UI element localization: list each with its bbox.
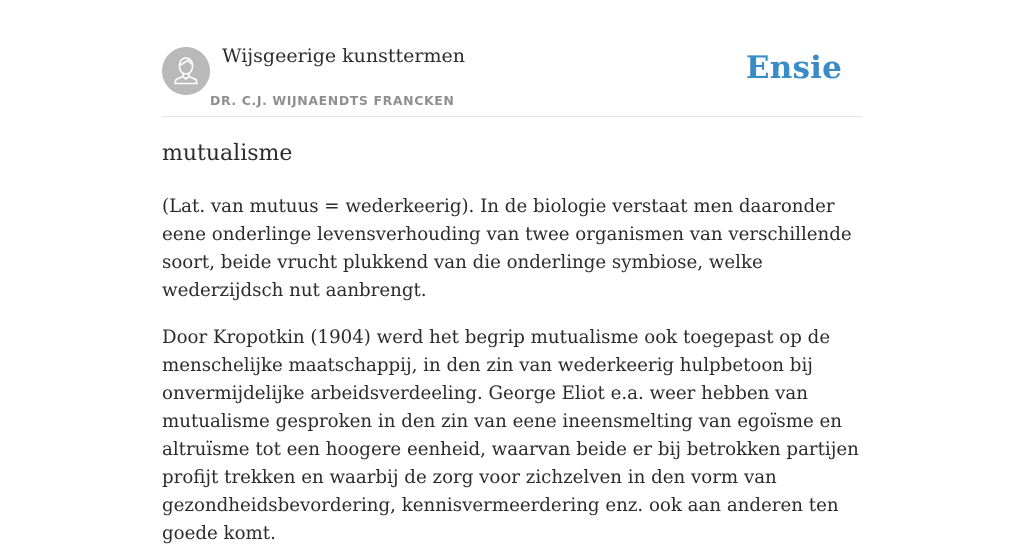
ensie-logo[interactable]: Ensie — [745, 50, 842, 86]
book-title[interactable]: Wijsgeerige kunsttermen — [222, 45, 466, 67]
entry-paragraph-2: Door Kropotkin (1904) werd het begrip mutualisme ook toegepast op de menschelijke maatschappij, in den zin van wederkeerig hulpbetoon bij onvermijdelijke arbeidsverdeeling. George Eliot e.a. weer hebben van mutualisme gesproken in den zin van eene ineensmelting van egoïsme en altruïsme tot een hoogere eenheid, waarvan beide er bij betrokken partijen profijt trekken en waarbij de zorg voor zichzelven in den vorm van gezondheidsbevordering, kennisvermeerdering enz. ook aan anderen ten goede komt. — [162, 327, 859, 544]
entry-content — [162, 138, 867, 548]
entry-title: mutualisme — [162, 141, 293, 166]
author-avatar[interactable] — [162, 47, 210, 95]
header — [162, 0, 862, 117]
user-icon — [162, 47, 210, 95]
entry-paragraph-1: (Lat. van mutuus = wederkeerig). In de biologie verstaat men daaronder eene onderlinge levensverhouding van twee organismen van verschillende soort, beide vrucht plukkend van die onderlinge symbiose, welke wederzijdsch nut aanbrengt. — [162, 196, 852, 301]
author-name[interactable]: DR. C.J. WIJNAENDTS FRANCKEN — [210, 93, 455, 108]
